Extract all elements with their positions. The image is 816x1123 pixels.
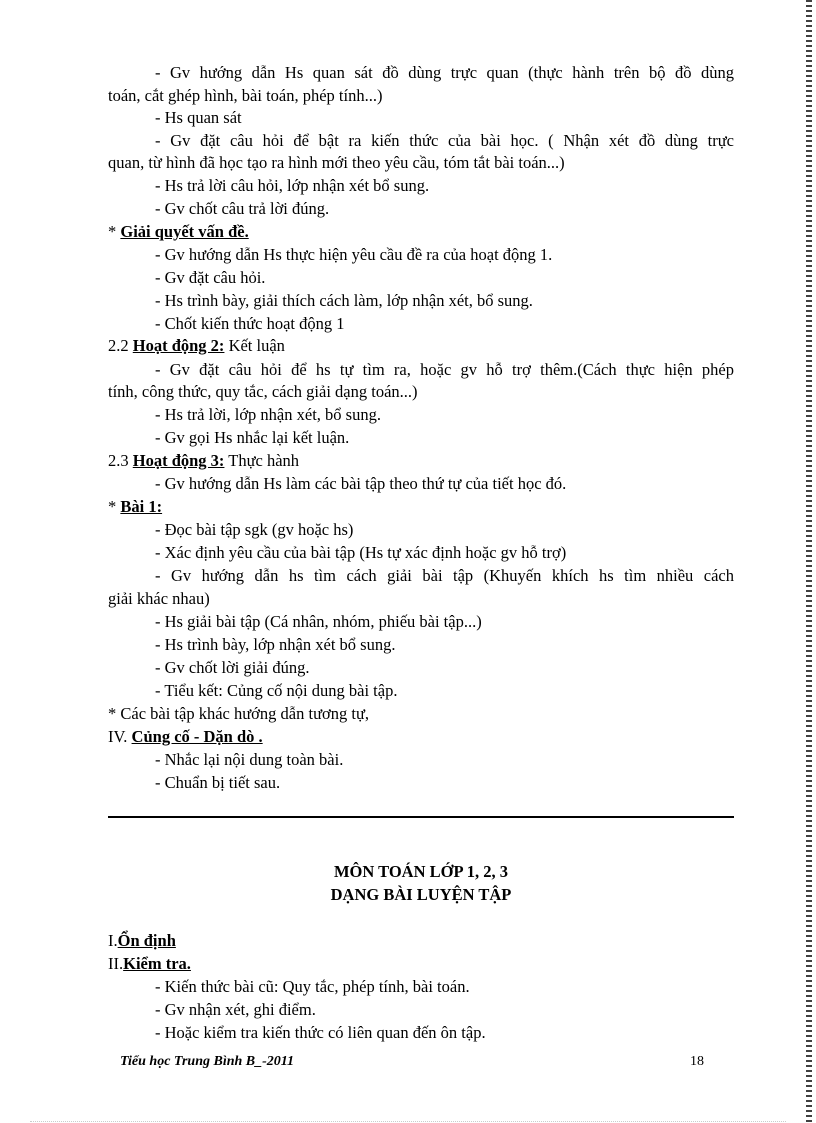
heading-text: Giải quyết vấn đề. <box>120 222 249 241</box>
heading-prefix: * <box>108 497 121 516</box>
heading-number: IV. <box>108 727 132 746</box>
heading-text: Hoạt động 3: <box>132 451 225 470</box>
page-right-border <box>806 0 812 1123</box>
paragraph-line: * Các bài tập khác hướng dẫn tương tự, <box>108 704 370 723</box>
section-heading-bai-1 <box>108 497 734 517</box>
paragraph-line: - Gv hướng dẫn hs tìm cách giải bài tập (Khuyến khích hs tìm nhiều cách <box>155 566 734 585</box>
paragraph-line: tính, công thức, quy tắc, cách giải dạng toán...) <box>108 382 418 401</box>
paragraph-line: - Hs giải bài tập (Cá nhân, nhóm, phiếu bài tập...) <box>155 612 482 631</box>
page-number: 18 <box>690 1054 704 1069</box>
heading-text: Hoạt động 2: <box>132 336 225 355</box>
heading-number: I. <box>108 931 118 950</box>
footer-school: Tiểu học Trung Bình B_-2011 <box>120 1054 295 1069</box>
paragraph-line: - Gv đặt câu hỏi để hs tự tìm ra, hoặc gv hỗ trợ thêm.(Cách thực hiện phép <box>155 360 734 379</box>
heading-text: Ổn định <box>117 931 176 950</box>
paragraph-line: - Hs quan sát <box>155 108 242 127</box>
section-heading-on-dinh <box>108 931 734 951</box>
section-heading-hoat-dong-2 <box>108 336 734 356</box>
paragraph-line: - Tiểu kết: Củng cố nội dung bài tập. <box>155 681 398 700</box>
paragraph-line: - Gv hướng dẫn Hs thực hiện yêu cầu đề ra của hoạt động 1. <box>155 245 553 264</box>
heading-text: Bài 1: <box>120 497 163 516</box>
heading-prefix: * <box>108 222 121 241</box>
heading-rest: Thực hành <box>224 451 300 470</box>
heading-text: Củng cố - Dặn dò . <box>131 727 263 746</box>
paragraph-line: - Xác định yêu cầu của bài tập (Hs tự xác định hoặc gv hỗ trợ) <box>155 543 567 562</box>
heading-text: Kiểm tra. <box>123 954 191 973</box>
paragraph-line: - Gv gọi Hs nhắc lại kết luận. <box>155 428 350 447</box>
paragraph-line: - Hs trả lời câu hỏi, lớp nhận xét bổ sung. <box>155 176 430 195</box>
paragraph-line: - Gv đặt câu hỏi để bật ra kiến thức của bài học. ( Nhận xét đồ dùng trực <box>155 131 734 150</box>
paragraph-line: - Gv chốt lời giải đúng. <box>155 658 310 677</box>
paragraph-line: - Gv chốt câu trả lời đúng. <box>155 199 330 218</box>
heading-number: 2.2 <box>108 336 133 355</box>
paragraph-line: quan, từ hình đã học tạo ra hình mới theo yêu cầu, tóm tắt bài toán...) <box>108 153 565 172</box>
document-title: MÔN TOÁN LỚP 1, 2, 3 <box>333 862 509 881</box>
document-subtitle: DẠNG BÀI LUYỆN TẬP <box>330 885 512 904</box>
paragraph-line: - Hoặc kiểm tra kiến thức có liên quan đến ôn tập. <box>155 1023 486 1042</box>
section-heading-hoat-dong-3 <box>108 451 734 471</box>
paragraph-line: - Hs trình bày, lớp nhận xét bổ sung. <box>155 635 396 654</box>
heading-number: II. <box>108 954 124 973</box>
paragraph-line: - Gv hướng dẫn Hs làm các bài tập theo thứ tự của tiết học đó. <box>155 474 567 493</box>
paragraph-line: toán, cắt ghép hình, bài toán, phép tính...) <box>108 86 383 105</box>
section-heading-giai-quyet <box>108 222 734 242</box>
paragraph-line: - Gv nhận xét, ghi điểm. <box>155 1000 316 1019</box>
paragraph-line: - Hs trả lời, lớp nhận xét, bổ sung. <box>155 405 381 424</box>
paragraph-line: - Đọc bài tập sgk (gv hoặc hs) <box>155 520 354 539</box>
section-divider <box>108 816 734 818</box>
paragraph-line: - Chốt kiến thức hoạt động 1 <box>155 314 345 333</box>
paragraph-line: - Gv hướng dẫn Hs quan sát đồ dùng trực quan (thực hành trên bộ đồ dùng <box>155 63 734 82</box>
paragraph-line: - Hs trình bày, giải thích cách làm, lớp nhận xét, bổ sung. <box>155 291 533 310</box>
paragraph-line: - Gv đặt câu hỏi. <box>155 268 266 287</box>
paragraph-line: giải khác nhau) <box>108 589 210 608</box>
paragraph-line: - Nhắc lại nội dung toàn bài. <box>155 750 344 769</box>
paragraph-line: - Chuẩn bị tiết sau. <box>155 773 281 792</box>
heading-rest: Kết luận <box>224 336 285 355</box>
section-heading-cung-co <box>108 727 734 747</box>
heading-number: 2.3 <box>108 451 133 470</box>
paragraph-line: - Kiến thức bài cũ: Quy tắc, phép tính, bài toán. <box>155 977 470 996</box>
page-bottom-border <box>30 1121 786 1122</box>
section-heading-kiem-tra <box>108 954 734 974</box>
